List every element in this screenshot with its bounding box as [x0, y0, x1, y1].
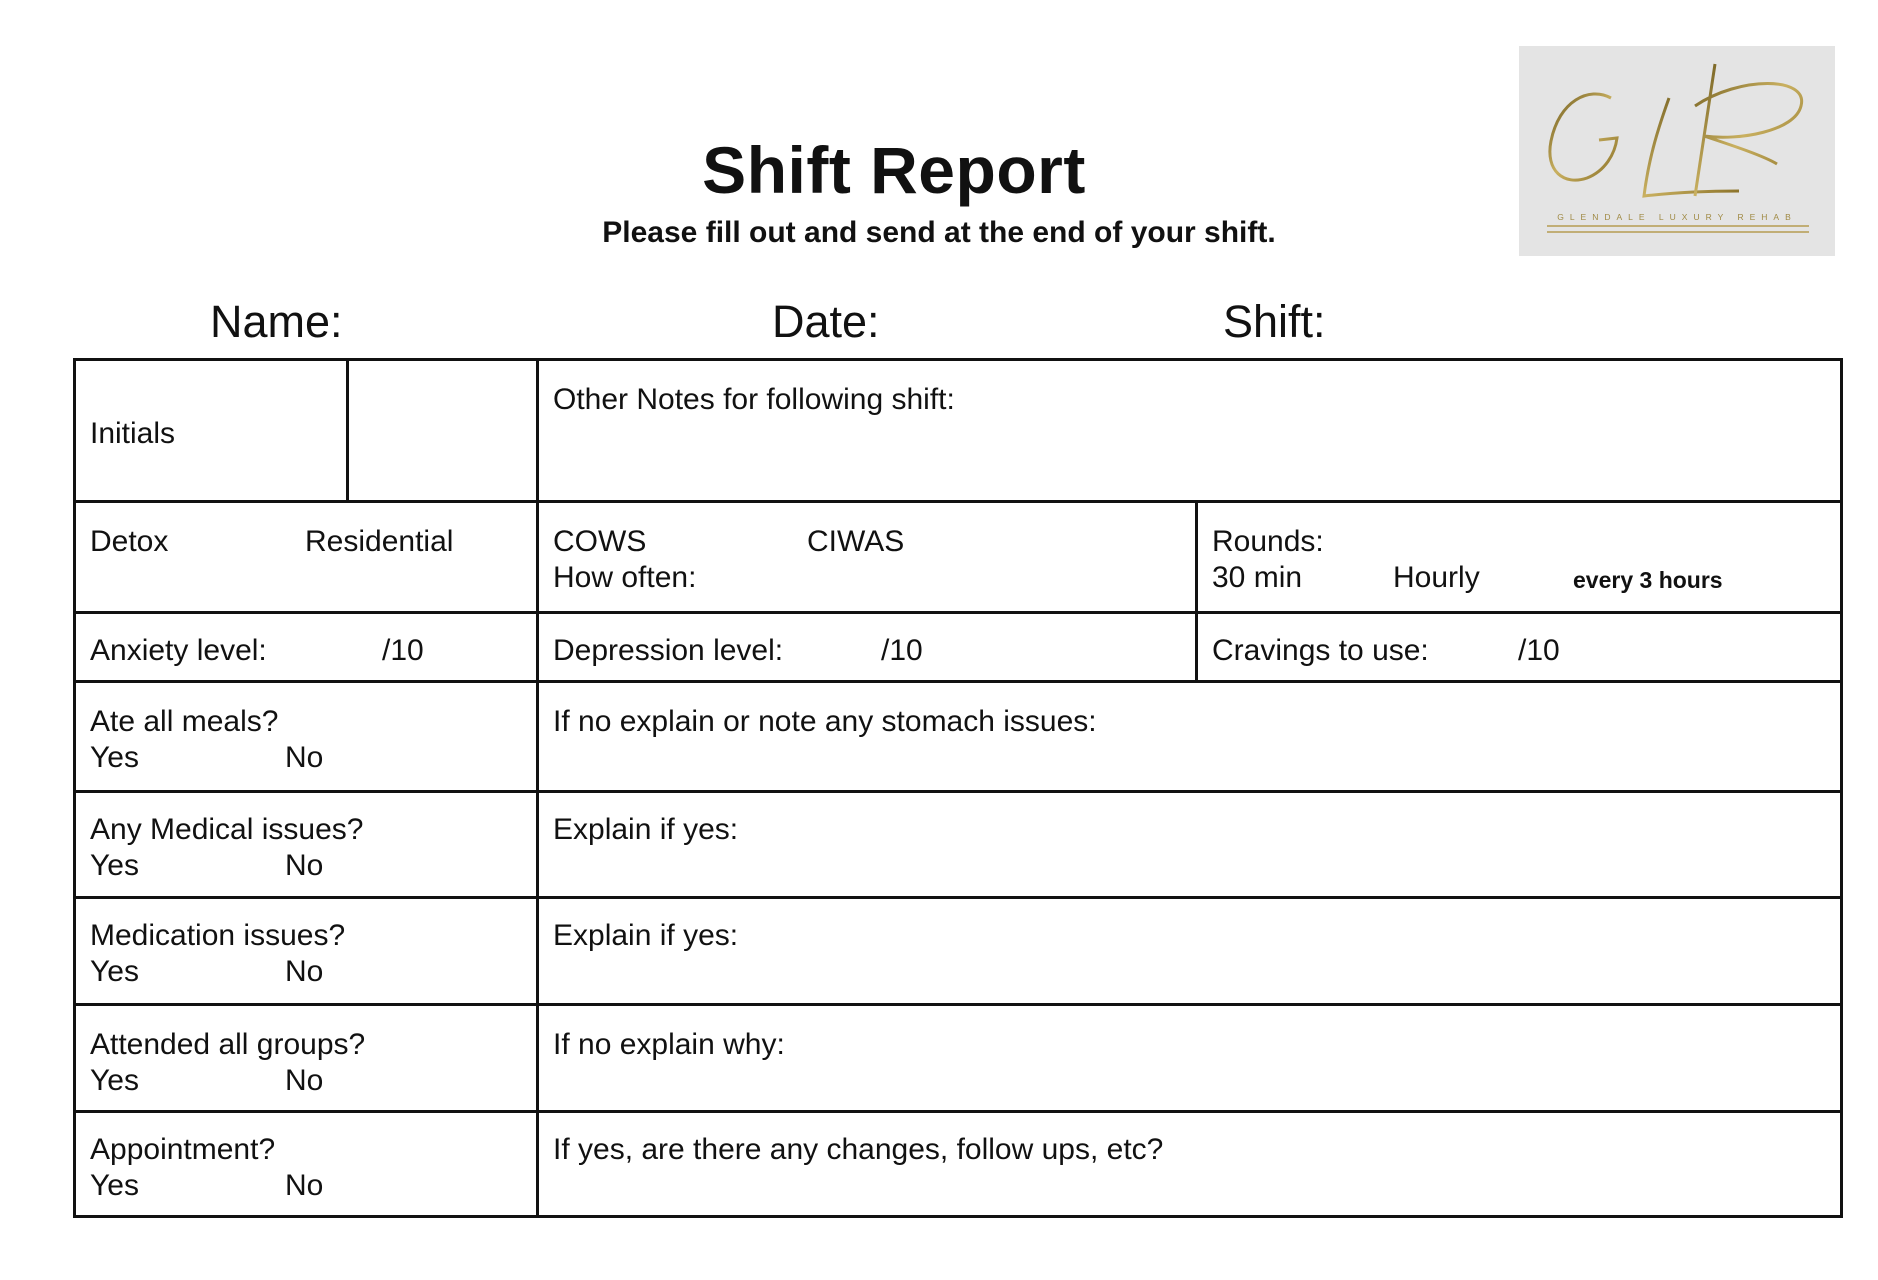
no-option[interactable]: No: [285, 849, 324, 882]
groups-row: [76, 1003, 1840, 1110]
no-option[interactable]: No: [285, 741, 324, 774]
explain-label: If yes, are there any changes, follow ups, etc?: [553, 1133, 1164, 1166]
how-often-label: How often:: [553, 561, 697, 594]
depression-cell: [536, 614, 1195, 680]
detox-option[interactable]: Detox: [90, 525, 169, 558]
shift-label: Shift:: [1223, 296, 1326, 347]
ciwas-option[interactable]: CIWAS: [807, 525, 905, 558]
other-notes-field[interactable]: [536, 361, 1840, 503]
page-title: Shift Report: [702, 133, 1086, 207]
no-option[interactable]: No: [285, 1064, 324, 1097]
explain-label: Explain if yes:: [553, 919, 739, 952]
rounds-hourly-option[interactable]: Hourly: [1393, 561, 1480, 594]
meals-row: [76, 680, 1840, 790]
no-option[interactable]: No: [285, 955, 324, 988]
residential-option[interactable]: Residential: [305, 525, 454, 558]
yes-option[interactable]: Yes: [90, 1064, 139, 1097]
shift-report-form: [73, 358, 1843, 1218]
explain-label: If no explain or note any stomach issues:: [553, 705, 1097, 738]
withdrawal-cell: [536, 503, 1195, 611]
depression-scale: /10: [881, 634, 923, 667]
cravings-cell: [1195, 614, 1840, 680]
page-subtitle: Please fill out and send at the end of your shift.: [602, 216, 1276, 249]
rounds-label: Rounds:: [1212, 525, 1324, 558]
yes-option[interactable]: Yes: [90, 1169, 139, 1202]
question-label: Any Medical issues?: [90, 813, 364, 846]
question-label: Ate all meals?: [90, 705, 279, 738]
explain-field[interactable]: [536, 793, 1840, 896]
initials-label: Initials: [90, 417, 176, 450]
other-notes-label: Other Notes for following shift:: [553, 383, 955, 416]
glr-monogram-icon: [1519, 46, 1835, 256]
rounds-cell: [1195, 503, 1840, 611]
levels-row: [76, 611, 1840, 680]
rounds-3h-option[interactable]: every 3 hours: [1573, 567, 1723, 593]
yes-option[interactable]: Yes: [90, 849, 139, 882]
medical-row: [76, 790, 1840, 896]
depression-label: Depression level:: [553, 634, 784, 667]
logo-tagline: GLENDALE LUXURY REHAB: [1557, 212, 1797, 222]
brand-logo: [1519, 46, 1835, 256]
no-option[interactable]: No: [285, 1169, 324, 1202]
cravings-scale: /10: [1518, 634, 1560, 667]
anxiety-scale: /10: [382, 634, 424, 667]
appointment-row: [76, 1110, 1840, 1215]
explain-field[interactable]: [536, 1006, 1840, 1110]
explain-field[interactable]: [536, 1113, 1840, 1215]
explain-field[interactable]: [536, 683, 1840, 790]
cows-option[interactable]: COWS: [553, 525, 647, 558]
medication-row: [76, 896, 1840, 1003]
explain-label: If no explain why:: [553, 1028, 785, 1061]
name-label: Name:: [210, 296, 343, 347]
rounds-30min-option[interactable]: 30 min: [1212, 561, 1303, 594]
cravings-label: Cravings to use:: [1212, 634, 1429, 667]
initials-row: [76, 361, 1840, 503]
question-label: Attended all groups?: [90, 1028, 366, 1061]
program-row: [76, 500, 1840, 611]
explain-label: Explain if yes:: [553, 813, 739, 846]
yes-option[interactable]: Yes: [90, 741, 139, 774]
date-label: Date:: [772, 296, 880, 347]
anxiety-label: Anxiety level:: [90, 634, 267, 667]
question-label: Medication issues?: [90, 919, 346, 952]
question-label: Appointment?: [90, 1133, 276, 1166]
explain-field[interactable]: [536, 899, 1840, 1003]
yes-option[interactable]: Yes: [90, 955, 139, 988]
initials-field[interactable]: [346, 361, 536, 503]
